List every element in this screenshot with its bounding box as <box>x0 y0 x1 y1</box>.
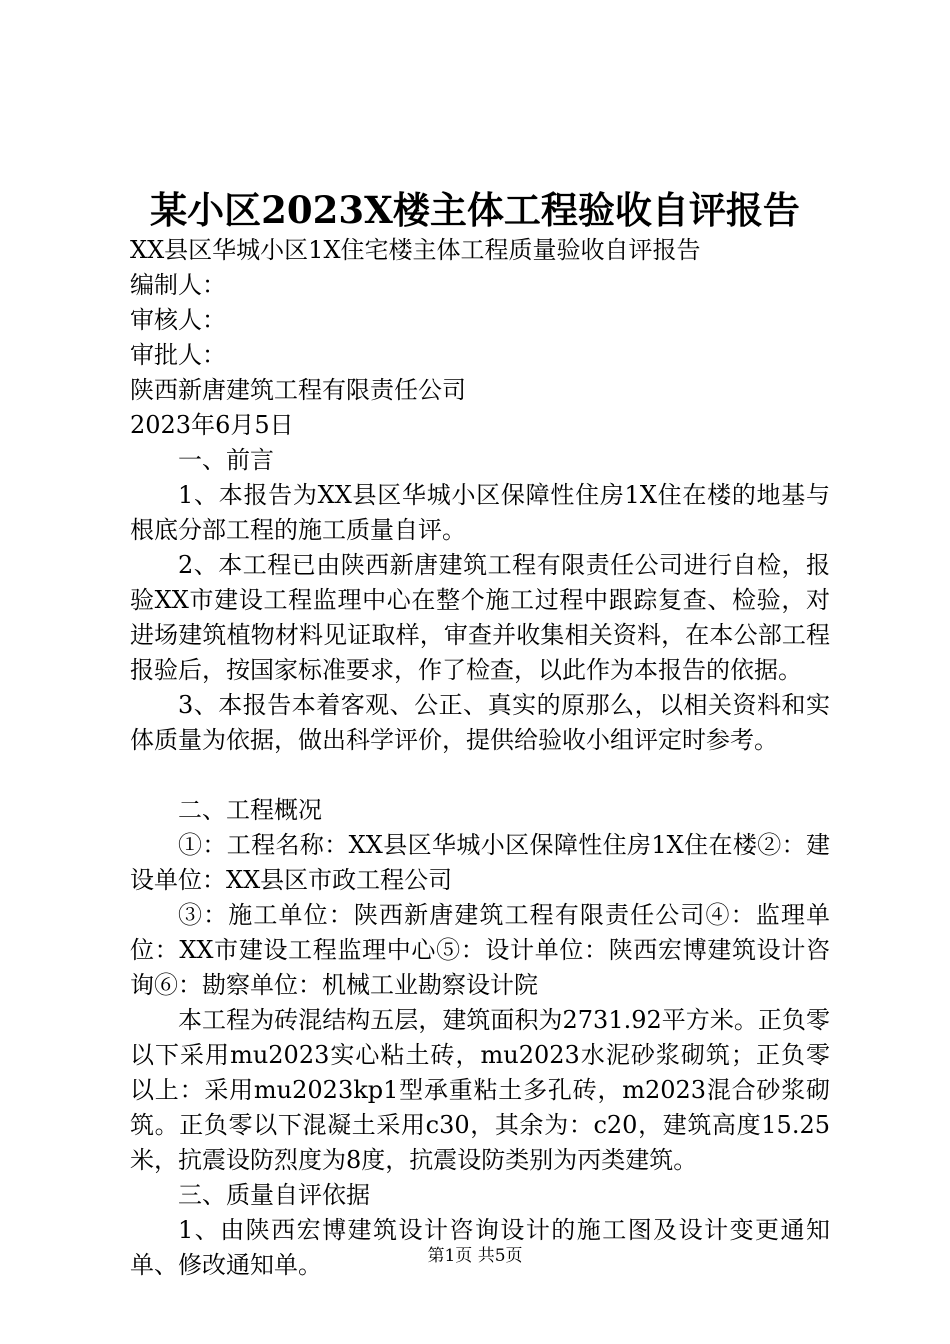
paragraph: 本工程为砖混结构五层，建筑面积为2731.92平方米。正负零以下采用mu2023实心粘土砖，mu2023水泥砂浆砌筑；正负零以上：采用mu2023kp1型承重粘土多孔砖，m2023混合砂浆砌筑。正负零以下混凝土采用c30，其余为：c20，建筑高度15.25米，抗震设防烈度为8度，抗震设防类别为丙类建筑。 <box>130 1006 830 1174</box>
page-number-footer: 第1页 共5页 <box>427 1246 523 1266</box>
company-name: 陕西新唐建筑工程有限责任公司 <box>130 376 466 404</box>
paragraph: 3、本报告本着客观、公正、真实的原那么，以相关资料和实体质量为依据，做出科学评价，提供给验收小组评定时参考。 <box>130 691 830 754</box>
section-heading-basis: 三、质量自评依据 <box>178 1181 370 1209</box>
compiler-label: 编制人： <box>130 271 226 299</box>
report-date: 2023年6月5日 <box>130 411 294 439</box>
document-body <box>130 233 830 1283</box>
section-heading-preface: 一、前言 <box>178 446 274 474</box>
paragraph: 1、本报告为XX县区华城小区保障性住房1X住在楼的地基与根底分部工程的施工质量自评。 <box>130 481 830 544</box>
paragraph: 1、由陕西宏博建筑设计咨询设计的施工图及设计变更通知单、修改通知单。 <box>130 1216 830 1279</box>
reviewer-label: 审核人： <box>130 306 226 334</box>
approver-label: 审批人： <box>130 341 226 369</box>
report-subtitle: XX县区华城小区1X住宅楼主体工程质量验收自评报告 <box>130 236 701 264</box>
document-title: 某小区2023X楼主体工程验收自评报告 <box>150 188 800 232</box>
section-heading-overview: 二、工程概况 <box>178 796 322 824</box>
paragraph: ③：施工单位：陕西新唐建筑工程有限责任公司④：监理单位：XX市建设工程监理中心⑤：设计单位：陕西宏博建筑设计咨询⑥：勘察单位：机械工业勘察设计院 <box>130 901 830 999</box>
paragraph: 2、本工程已由陕西新唐建筑工程有限责任公司进行自检，报验XX市建设工程监理中心在整个施工过程中跟踪复查、检验，对进场建筑植物材料见证取样，审查并收集相关资料，在本公部工程报验后，按国家标准要求，作了检查，以此作为本报告的依据。 <box>130 551 830 684</box>
paragraph: ①：工程名称：XX县区华城小区保障性住房1X住在楼②：建设单位：XX县区市政工程公司 <box>130 831 830 894</box>
blank-line <box>130 758 830 793</box>
